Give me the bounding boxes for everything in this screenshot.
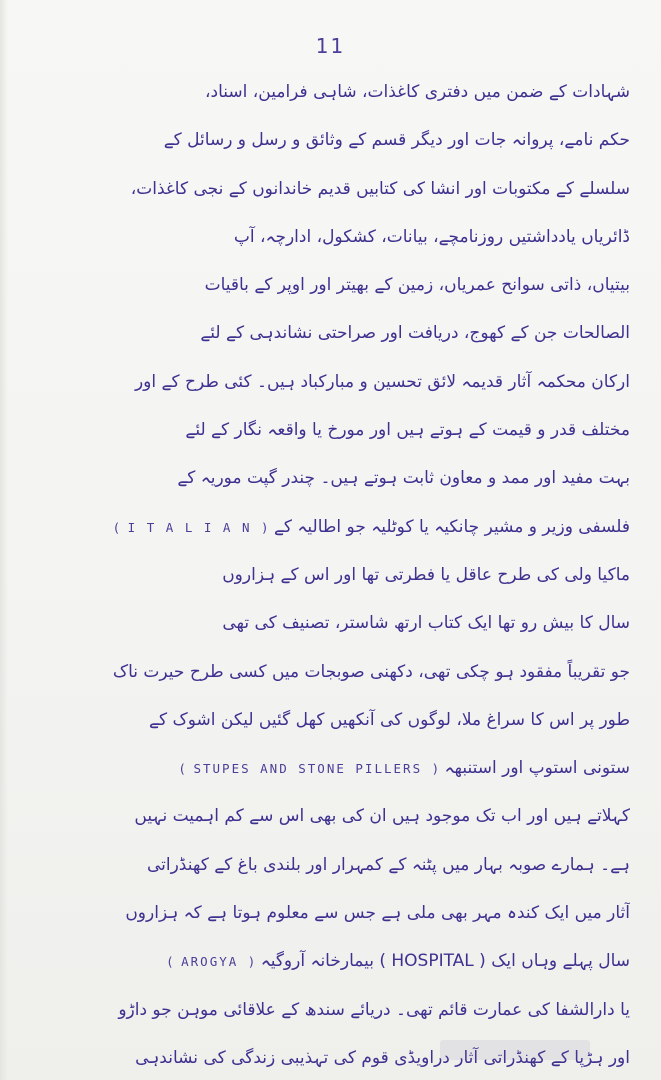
text-line — [40, 841, 630, 889]
line-text: آثار میں ایک کندہ مہر بھی ملی ہے جس سے معلوم ہوتا ہے کہ ہزاروں — [125, 903, 630, 924]
line-text: ہے۔ ہمارے صوبہ بہار میں پٹنہ کے کمہرار اور بلندی باغ کے کھنڈراتی — [146, 854, 630, 875]
text-line — [40, 744, 630, 792]
line-text: الصالحات جن کے کھوج، دریافت اور صراحتی نشاندہی کے لئے — [200, 323, 630, 344]
line-text: ماکیا ولی کی طرح عاقل یا فطرتی تھا اور اس کے ہزاروں — [222, 564, 630, 585]
line-text: ستونی استوپ اور استنبھہ — [444, 758, 630, 779]
line-text: اور ہڑپا کے کھنڈراتی آثار دراویڈی قوم کی تہذیبی زندگی کی نشاندہی — [135, 1047, 630, 1068]
text-line — [40, 454, 630, 502]
line-text: بہت مفید اور ممد و معاون ثابت ہوتے ہیں۔ چندر گپت موریہ کے — [177, 468, 630, 489]
text-line — [40, 986, 630, 1034]
latin-gloss: ( I T A L I A N ) — [112, 519, 269, 535]
line-text: جو تقریباً مفقود ہو چکی تھی، دکھنی صوبجات میں کسی طرح حیرت ناک — [112, 661, 630, 682]
line-text: سال کا بیش رو تھا ایک کتاب ارتھ شاستر، تصنیف کی تھی — [222, 613, 630, 634]
ink-bleed-mark — [440, 1040, 590, 1060]
text-line — [40, 406, 630, 454]
line-text: فلسفی وزیر و مشیر چانکیہ یا کوٹلیہ جو اطالیہ کے — [273, 516, 630, 537]
line-text: حکم نامے، پروانہ جات اور دیگر قسم کے وثائق و رسل و رسائل کے — [163, 130, 630, 151]
text-line — [40, 309, 630, 357]
latin-gloss: ( AROGYA ) — [166, 954, 256, 970]
line-text: بیتیاں، ذاتی سوانح عمریاں، زمین کے بھیتر اور اوپر کے باقیات — [204, 275, 630, 296]
line-text: یا دارالشفا کی عمارت قائم تھی۔ دریائے سندھ کے علاقائی موہن جو داڑو — [118, 999, 630, 1020]
text-line — [40, 648, 630, 696]
text-line — [40, 165, 630, 213]
text-line — [40, 358, 630, 406]
text-line — [40, 792, 630, 840]
line-text: ڈائریاں یادداشتیں روزنامچے، بیانات، کشکول، ادارچہ، آپ — [233, 226, 630, 247]
page-number: 11 — [315, 34, 346, 58]
text-line — [40, 937, 630, 985]
line-text: طور پر اس کا سراغ ملا، لوگوں کی آنکھیں کھل گئیں لیکن اشوک کے — [149, 709, 630, 730]
text-line — [40, 889, 630, 937]
text-line — [40, 696, 630, 744]
line-text: شہادات کے ضمن میں دفتری کاغذات، شاہی فرامین، اسناد، — [205, 82, 630, 102]
text-line — [40, 261, 630, 309]
handwritten-text-block — [40, 68, 630, 1080]
text-line — [40, 503, 630, 551]
text-line — [40, 599, 630, 647]
latin-gloss: ( STUPES AND STONE PILLERS ) — [178, 761, 440, 777]
line-text: کہلاتے ہیں اور اب تک موجود ہیں ان کی بھی اس سے کم اہمیت نہیں — [134, 806, 630, 827]
text-line — [40, 213, 630, 261]
line-text: سلسلے کے مکتوبات اور انشا کی کتابیں قدیم خاندانوں کے نجی کاغذات، — [130, 178, 630, 199]
text-line — [40, 68, 630, 116]
text-line — [40, 116, 630, 164]
line-text: ارکان محکمہ آثار قدیمہ لائق تحسین و مبارکباد ہیں۔ کئی طرح کے اور — [134, 371, 630, 392]
line-text: سال پہلے وہاں ایک ( HOSPITAL ) بیمارخانہ آروگیہ — [260, 951, 630, 972]
line-text: مختلف قدر و قیمت کے ہوتے ہیں اور مورخ یا واقعہ نگار کے لئے — [185, 420, 630, 441]
text-line — [40, 551, 630, 599]
page-edge-shadow — [0, 0, 8, 1080]
